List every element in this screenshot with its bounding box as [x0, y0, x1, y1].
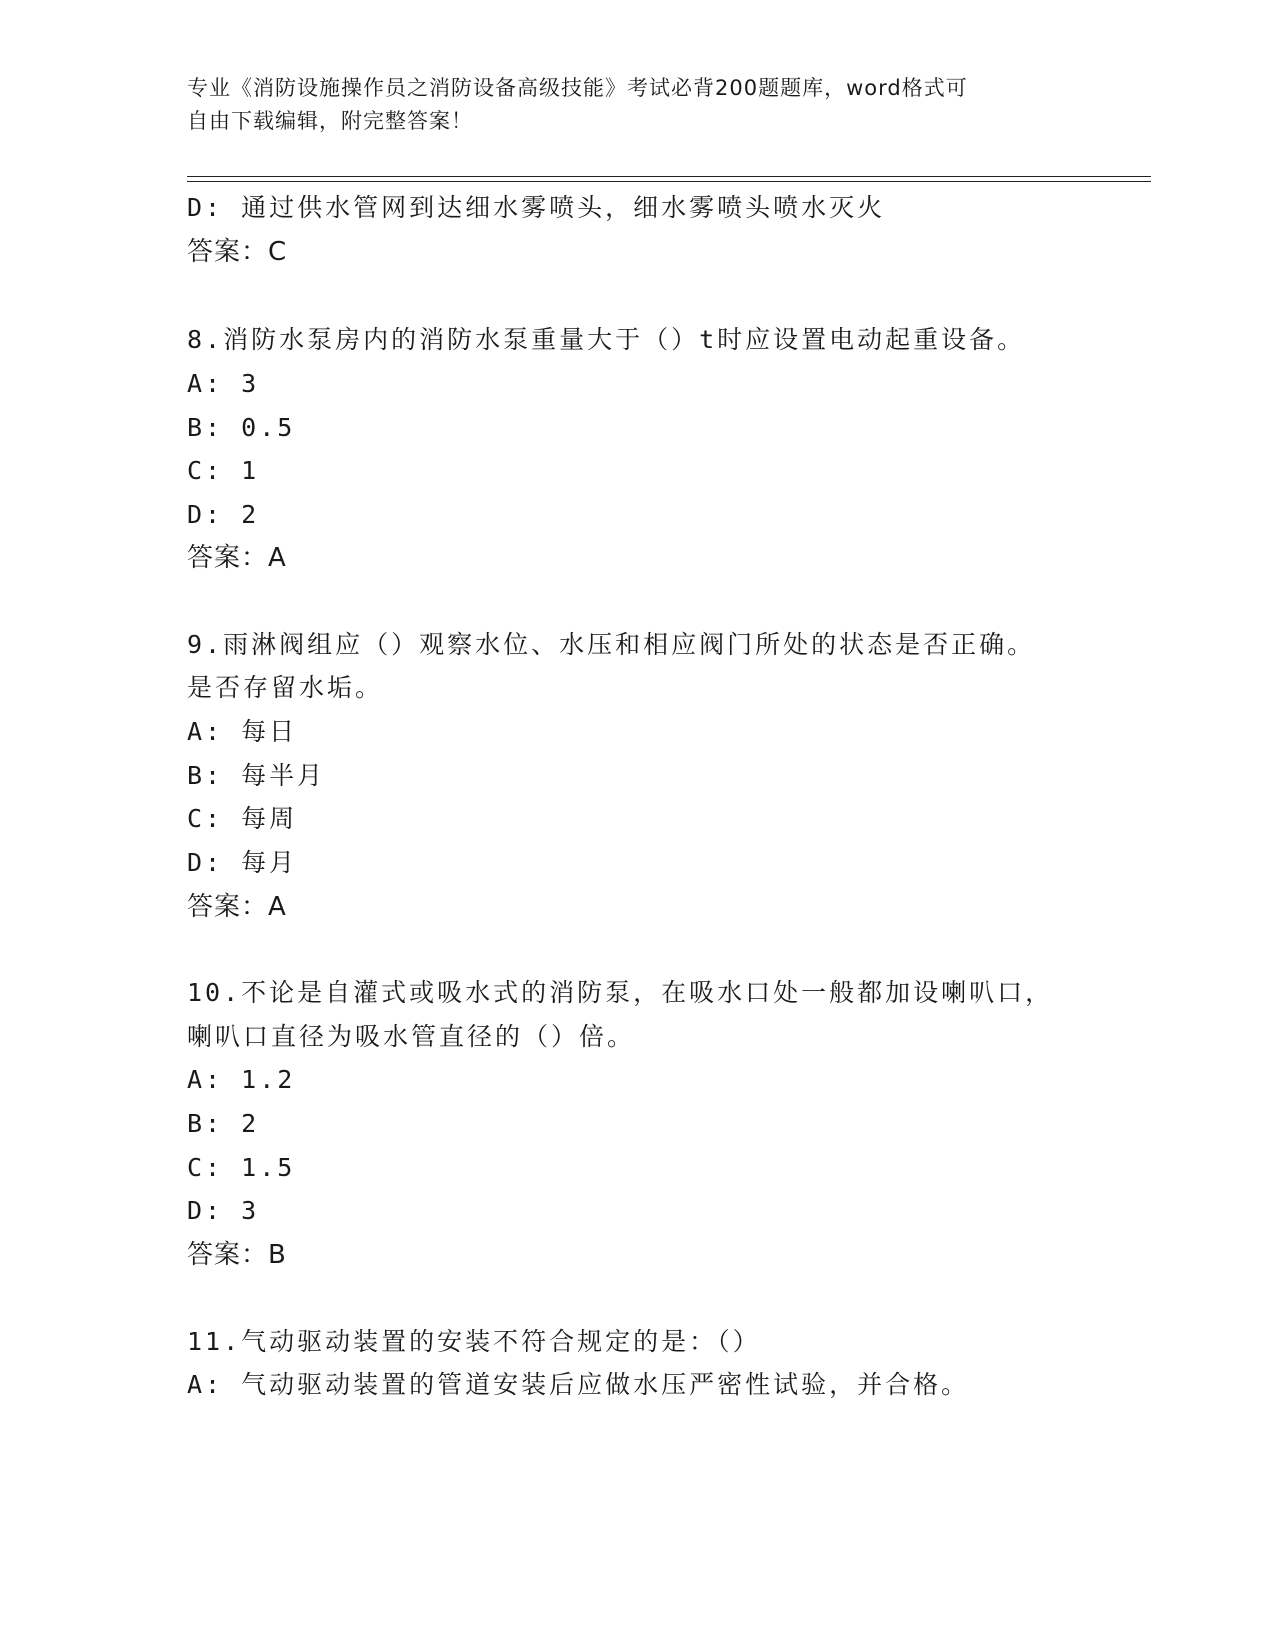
q10-answer: 答案：B [187, 1240, 287, 1270]
prev-answer: 答案：C [187, 237, 288, 267]
q10-option-d: D: 3 [187, 1196, 260, 1225]
q10-stem-line-2: 喇叭口直径为吸水管直径的（）倍。 [187, 1022, 636, 1051]
q11-option-a: A: 气动驱动装置的管道安装后应做水压严密性试验，并合格。 [187, 1370, 970, 1399]
document-header [187, 72, 1067, 138]
q8-option-a: A: 3 [187, 369, 260, 398]
q9-option-b: B: 每半月 [187, 761, 326, 790]
q8-option-c: C: 1 [187, 456, 260, 485]
q8-option-b: B: 0.5 [187, 413, 296, 442]
q10-option-b: B: 2 [187, 1109, 260, 1138]
header-divider-top [187, 176, 1151, 177]
prev-option-d: D: 通过供水管网到达细水雾喷头，细水雾喷头喷水灭火 [187, 193, 886, 222]
q8-answer: 答案：A [187, 543, 287, 573]
q9-stem-line-1: 9.雨淋阀组应（）观察水位、水压和相应阀门所处的状态是否正确。 [187, 630, 1036, 659]
q8-option-d: D: 2 [187, 500, 260, 529]
header-line-1: 专业《消防设施操作员之消防设备高级技能》考试必背200题题库，word格式可 [187, 76, 968, 100]
q9-option-a: A: 每日 [187, 717, 298, 746]
header-line-2: 自由下载编辑，附完整答案！ [187, 109, 473, 133]
q10-option-a: A: 1.2 [187, 1065, 296, 1094]
q8-stem: 8.消防水泵房内的消防水泵重量大于（）t时应设置电动起重设备。 [187, 325, 1026, 354]
q9-option-c: C: 每周 [187, 804, 298, 833]
header-divider-bottom [187, 181, 1151, 182]
q9-stem-line-2: 是否存留水垢。 [187, 673, 384, 702]
q11-stem: 11.气动驱动装置的安装不符合规定的是：（） [187, 1327, 761, 1356]
q9-option-d: D: 每月 [187, 848, 298, 877]
q9-answer: 答案：A [187, 892, 287, 922]
q10-option-c: C: 1.5 [187, 1153, 296, 1182]
q10-stem-line-1: 10.不论是自灌式或吸水式的消防泵，在吸水口处一般都加设喇叭口， [187, 978, 1054, 1007]
